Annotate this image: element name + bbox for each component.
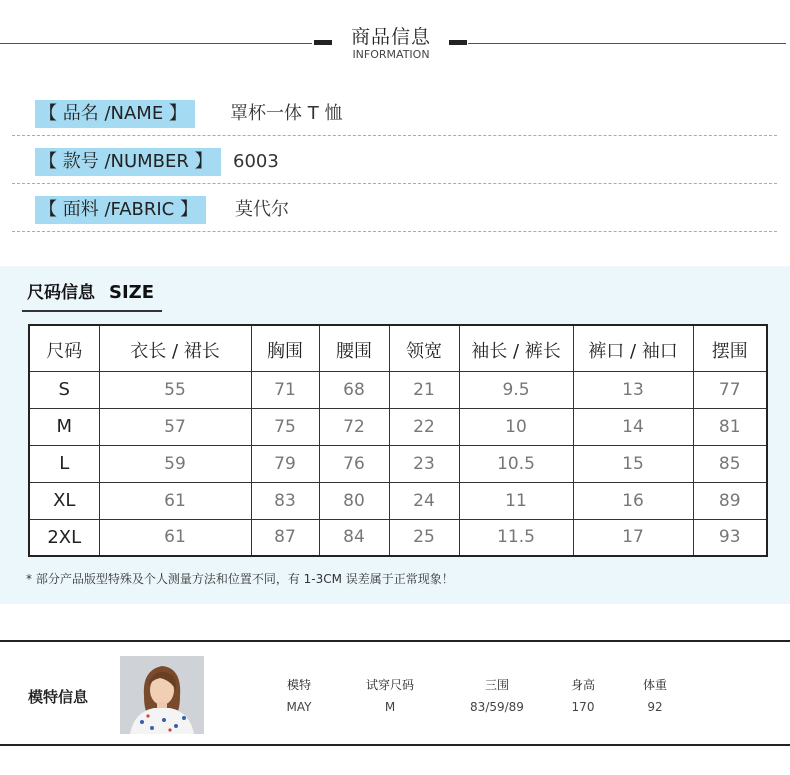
size-heading: [22, 282, 162, 312]
info-row-name: [12, 90, 777, 136]
size-heading-cn: 尺码信息: [27, 283, 95, 303]
table-cell: 83: [251, 482, 319, 519]
table-cell: 59: [99, 445, 251, 482]
table-cell: 14: [573, 408, 693, 445]
size-table-header: [29, 325, 767, 371]
table-cell: 11: [459, 482, 573, 519]
info-label-number: 【 款号 /NUMBER 】: [35, 148, 221, 176]
model-label: 模特信息: [28, 688, 89, 706]
table-row: [29, 519, 767, 556]
table-cell: 80: [319, 482, 389, 519]
table-cell: S: [29, 371, 99, 408]
header-rule-left: [0, 43, 312, 44]
table-cell: 71: [251, 371, 319, 408]
table-cell: 61: [99, 519, 251, 556]
table-cell: 10: [459, 408, 573, 445]
info-value-number: 6003: [233, 151, 279, 172]
table-cell: 13: [573, 371, 693, 408]
table-cell: 89: [693, 482, 767, 519]
size-disclaimer: * 部分产品版型特殊及个人测量方法和位置不同，有 1-3CM 误差属于正常现象！: [26, 572, 454, 586]
table-cell: 85: [693, 445, 767, 482]
info-row-fabric: [12, 186, 777, 232]
section-header: [0, 0, 790, 70]
table-cell: 68: [319, 371, 389, 408]
table-cell: 11.5: [459, 519, 573, 556]
model-field-key: 三围: [484, 678, 509, 692]
table-cell: 2XL: [29, 519, 99, 556]
model-field-value: 92: [647, 700, 663, 714]
table-cell: 87: [251, 519, 319, 556]
table-cell: 16: [573, 482, 693, 519]
table-cell: 23: [389, 445, 459, 482]
model-field-key: 模特: [286, 678, 311, 692]
table-cell: XL: [29, 482, 99, 519]
table-cell: 22: [389, 408, 459, 445]
size-heading-en: SIZE: [109, 282, 155, 303]
table-cell: 77: [693, 371, 767, 408]
page-subtitle: INFORMATION: [352, 48, 430, 61]
table-row: [29, 445, 767, 482]
size-section: [0, 266, 790, 604]
table-cell: 10.5: [459, 445, 573, 482]
col-header: 衣长 / 裙长: [99, 325, 251, 371]
model-section: [0, 640, 790, 746]
col-header: 领宽: [389, 325, 459, 371]
model-photo: [120, 656, 204, 734]
table-cell: L: [29, 445, 99, 482]
table-cell: 72: [319, 408, 389, 445]
table-cell: 79: [251, 445, 319, 482]
table-cell: M: [29, 408, 99, 445]
table-cell: 25: [389, 519, 459, 556]
info-value-name: 罩杯一体 T 恤: [230, 103, 343, 124]
table-cell: 61: [99, 482, 251, 519]
info-label-name: 【 品名 /NAME 】: [35, 100, 195, 128]
col-header: 摆围: [693, 325, 767, 371]
table-cell: 9.5: [459, 371, 573, 408]
info-value-fabric: 莫代尔: [235, 199, 289, 220]
table-cell: 17: [573, 519, 693, 556]
page-title: 商品信息: [350, 26, 431, 48]
col-header: 尺码: [29, 325, 99, 371]
table-cell: 76: [319, 445, 389, 482]
model-field-key: 试穿尺码: [365, 678, 414, 692]
table-cell: 81: [693, 408, 767, 445]
table-cell: 15: [573, 445, 693, 482]
table-cell: 21: [389, 371, 459, 408]
table-cell: 57: [99, 408, 251, 445]
col-header: 袖长 / 裤长: [459, 325, 573, 371]
header-bar-right: [449, 40, 467, 45]
table-cell: 75: [251, 408, 319, 445]
table-row: [29, 482, 767, 519]
header-rule-right: [468, 43, 786, 44]
header-bar-left: [314, 40, 332, 45]
table-cell: 84: [319, 519, 389, 556]
table-row: [29, 408, 767, 445]
col-header: 裤口 / 袖口: [573, 325, 693, 371]
table-cell: 93: [693, 519, 767, 556]
size-table: [28, 324, 768, 557]
model-field-value: MAY: [286, 700, 312, 714]
model-field-value: 170: [571, 700, 595, 714]
col-header: 胸围: [251, 325, 319, 371]
table-cell: 55: [99, 371, 251, 408]
model-field-value: M: [384, 700, 396, 714]
model-photo-illustration: [120, 656, 204, 734]
model-field-key: 体重: [642, 678, 667, 692]
table-cell: 24: [389, 482, 459, 519]
model-field-value: 83/59/89: [470, 700, 524, 714]
table-row: [29, 371, 767, 408]
model-field-key: 身高: [570, 678, 595, 692]
info-label-fabric: 【 面料 /FABRIC 】: [35, 196, 206, 224]
info-row-number: [12, 138, 777, 184]
col-header: 腰围: [319, 325, 389, 371]
